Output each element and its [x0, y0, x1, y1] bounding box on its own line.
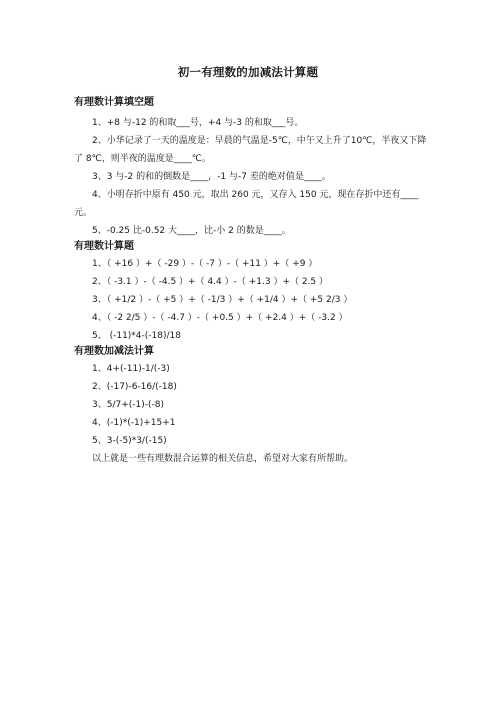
question-item: 5、-0.25 比-0.52 大____，比-小 2 的数是____。 — [92, 226, 291, 236]
closing-paragraph: 以上就是一些有理数混合运算的相关信息，希望对大家有所帮助。 — [92, 454, 354, 464]
question-item: 4、小明存折中原有 450 元，取出 260 元，又存入 150 元，现在存折中还有____元。 — [74, 190, 419, 218]
question-item: 5、3-(-5)*3/(-15) — [92, 436, 167, 446]
section-addition-subtraction — [74, 345, 430, 450]
page-title: 初一有理数的加减法计算题 — [177, 65, 319, 79]
question-item: 2、小华记录了一天的温度是：早晨的气温是-5℃，中午又上升了10℃，半夜又下降了 8℃，则半夜的温度是____℃。 — [74, 136, 427, 164]
section-fill-in-blanks — [74, 96, 430, 240]
question-item: 3、（ +1/2 ）-（ +5 ）+（ -1/3 ）+（ +1/4 ）+（ +5 2/3 ） — [92, 295, 353, 305]
question-item: 2、（ -3.1 ）-（ -4.5 ）+（ 4.4 ）-（ +1.3 ）+（ 2.5 ） — [92, 277, 329, 287]
question-item: 1、+8 与-12 的和取___号，+4 与-3 的和取___号。 — [92, 118, 304, 128]
question-item: 4、(-1)*(-1)+15+1 — [92, 418, 176, 428]
question-item: 1、（ +16 ）+（ -29 ）-（ -7 ）-（ +11 ）+（ +9 ） — [92, 259, 318, 269]
question-item: 5、 (-11)*4-(-18)/18 — [92, 331, 181, 341]
question-item: 1、4+(-11)-1/(-3) — [92, 364, 170, 374]
question-item: 2、(-17)-6-16/(-18) — [92, 382, 177, 392]
document-body — [74, 96, 430, 468]
question-item: 4、（ -2 2/5 ）-（ -4.7 ）-（ +0.5 ）+（ +2.4 ）+（ -3.2 ） — [92, 313, 348, 323]
section-heading: 有理数计算题 — [74, 241, 134, 252]
section-heading: 有理数计算填空题 — [74, 97, 154, 108]
section-heading: 有理数加减法计算 — [74, 346, 154, 357]
question-item: 3、5/7+(-1)-(-8) — [92, 400, 164, 410]
question-item: 3、3 与-2 的和的倒数是____，-1 与-7 差的绝对值是____。 — [92, 172, 331, 182]
section-calculation — [74, 240, 430, 345]
